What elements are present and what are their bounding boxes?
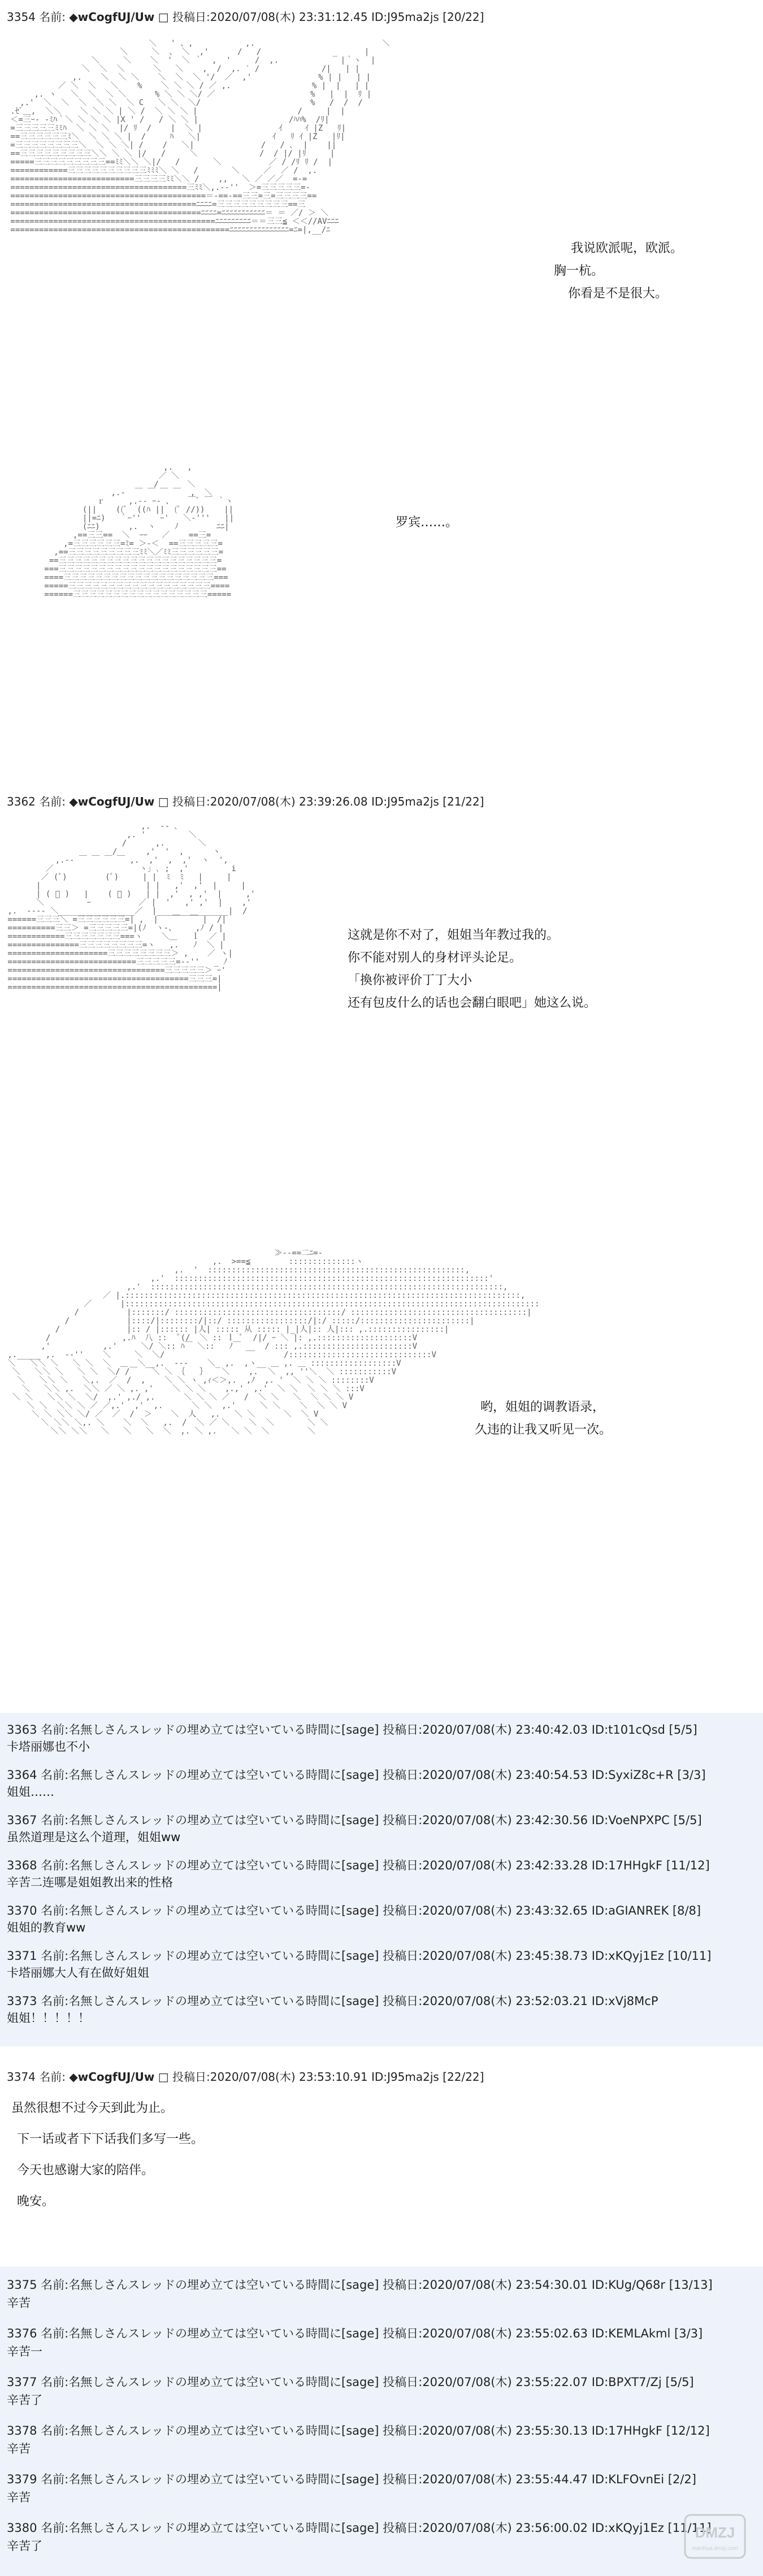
dialog-line: 我说欧派呢，欧派。 bbox=[571, 241, 683, 256]
reply-name: 名無しさんスレッドの埋め立ては空いている時間に bbox=[68, 2375, 342, 2389]
reply-mail: [sage] bbox=[341, 2327, 379, 2340]
date-label: 投稿日: bbox=[172, 2070, 210, 2084]
reply-header bbox=[7, 1947, 711, 1964]
ascii-art-cloaked-man: ≫‐-==二ﾆ=- ,. >==≦ ::::::::::::::ヽ ,. ' ::::::::::::::::::::::::::::::::::::::::::::::::::::::, ,.' ::::::::::::::::::::::::::::::::::::::::::::::::::::::::::::::::::' ,.' ::::::::::::::::::::::::::::::::::::::::::::::::::::::::::::::::::::::::::, ／ |.:::::::::::::::::::::::::::::::::::::::::::::::::::::::::::::::::::::::::::::::::::, ／ |::::::::::::::::::::::::::::::::::::::::::::::::::::::::::::::::::::::::::::::::::::::: / |:::::::/ :::::::::::::::::::::::::::::::::::/ :::::::::::::::::::::::::::::::::::::| / |::::/|::::::::/|::/ :::::::::::::::::/|:/ :::::/:::::::::::::::::::::::| / |:: / |:::::: |人| ::::: 从 ::::: |_|人|:: 人|::: ,.::::::::::::::::| / ,.ﾊ 八 :: ﾟ(/ ＼ :: ｌ ﾟ /|/ ｰ ＼ |: ,.::::::::::::::::::::V ,' ,.' ＼/ ＼:: ﾊ￣ ＼:: ﾉ￣ __ / ::: ,.:::::::::::::::::::::::V ,._____ ,. -‐'' ＼ ＼ ＼/ /::::::::::::::::::::::::::::::V ＼ ＼＼ ＼ ＼ ＼ ＼ ＿ ＼__,. --- ＼_ ,. ,ヽ__ ＿ ,. ＿ ::::::::::::::::::V ＼ ＼＼ ＼ ＼ ＼ ＼/ /￣ ＼ ＼ ｛ ｝ ＼ ,. ＼ ,, ''＼ ＼ :::::::::::V ＼ ＼＼ ＼ ＼,. ／ / , ＼ ＼ ヽ ,ｨ＜＞,. ,ﾉ ,. ' ＼ ＼ ＼ ::::::::V ＼ ＼＼ ,. ＼＼ ／ ＼ ,. ,' ＼ ＼ ＼ ,.,' ,.' ＼ ＼ ＼ ＼ ＼ :::V ＼ ＼ ＼＼ ＼ ＼/ ,.' ,./ ,. ＼ ＼ ＼ ／ / ＼ ＼ ＼ ＼ ＼ ＼ V ＼ ＼ ＼＼ ＼ ／ ／,.' ,' ,. ＼ ＼ ,.' ＼ ＼ ＼ ＼ ＼ V ＼ ＼ ＼＼ ＼/ ／ ／ / ＞ ＼ 人 ,. ＼ ＼ ＼ ＼ V ＼ ＼＼ ＼,. ＼ ＼ ＼ ,. / ＼ ／ ＼ ＼ ＼ ＼ ＼ ＼＼ ＼＼ ＼ ＼ ＼ ＼ ,. ＼ ,. ＼ ＼ ＼ ＼ bbox=[7, 1249, 540, 1436]
reply-header bbox=[7, 1902, 701, 1919]
reply-name: 名無しさんスレッドの埋め立ては空いている時間に bbox=[68, 2521, 342, 2535]
reply-number: 3375 bbox=[7, 2278, 37, 2292]
post-line: 虽然很想不过今天到此为止。 bbox=[11, 2101, 174, 2115]
reply-body: 卡塔丽娜大人有在做好姐姐 bbox=[7, 1966, 149, 1980]
name-label: 名前: bbox=[41, 2327, 69, 2340]
reply-header bbox=[7, 1766, 706, 1783]
reply-number: 3368 bbox=[7, 1859, 37, 1872]
dialog-line: 还有包皮什么的话也会翻白眼吧」她这么说。 bbox=[348, 996, 597, 1010]
reply-number: 3377 bbox=[7, 2375, 37, 2389]
post-number: 3354 bbox=[7, 10, 36, 24]
reply-id[interactable]: ID:17HHgkF bbox=[591, 1859, 663, 1872]
reply-count: [8/8] bbox=[672, 1904, 701, 1917]
ascii-art-mountain: ＼ ' 、, ,. ＼ ＼ ＼ 、 ＼ ,' / / _ | ＼ ＼ ＼ ' ＼ ｀ , ' / ,. |｀ヽ | ＼ ＼ ＼ ＼ ＼ , / ,. ′ / /| | | ,. ＼ ＼ ＼ ＼ ＼ ＼ '/ ／ ,' % | | | | ／ ＼ ＼ ＼ % ＼ ＼ ＼ / ／ ,. % | | | | ,. ヽ ＼ ＼ ＼ ＼ % ＼ ＼ ＼/ ／ % | | ﾘ | ,.' ＼ ＼ ＼ ＼ ＼ ＼ C ＼ ＼ ＼/ % / / / .ｾﾞ＿, ＼＼ ＼ ＼ ＼ | ＼ / ＼ ＼ ＼ | / | | ＜=三ｰ- ‐ﾐﾊ｀＼ ＼ ＼ ＼ |X ' / / ＼ ＼ | /ﾊﾊ% /ﾘ| =三三三三三ﾐﾐﾊ ＼ ＼ ＼ |/ ﾘ / | ＼ | ｲ ｲ |Z ﾘ| ==三三三三三三ﾐ＼ ＼ ＼ ＼ | / ﾊ ＼| ｲ ﾘ ｲ |Z |ﾘ| =三三三三三三三三＼ ＼ ＼ ＼| / / ＼| / / ､ | || ==三三三三三三三三三＼＼ ＼ ＼ |/ / ＼ / / |/ |ﾘ | =====三三三三三三三三三==ﾐﾐ＼＼ ＼|/ / ＼ ／ / /ﾘ ﾘ / | ============三三三三三三三三三三ﾐﾐﾐ＼ ＼ / ＼ ／ ／ / ,. ==========================三三三三ﾐﾐ＼＼ / ,, ＼ ／ ／／ =-= =====================================三ﾐﾐ＼,.-‐'' ＞=三三三三三=- =========================================＝-==-==三三=三=三三三三== =======================================ﾆﾆﾆﾆ=三三三三三三三三三==三 ========================================ﾆﾆﾆﾆ=ﾆﾆﾆﾆﾆﾆﾆﾆﾆﾆﾆ＝ ＝ ／/ ＞ ＼ ===========================================ﾆﾆﾆﾆﾆﾆﾆﾆﾆ＝＝三三≦ ＜＜//AVﾆﾆﾆ ==============================================ﾆﾆﾆﾆﾆﾆﾆﾆﾆﾆﾆﾆﾆﾆﾆ=ﾆ=|,__/ﾆ bbox=[10, 40, 390, 235]
reply-date: 2020/07/08(木) 23:52:03.21 bbox=[422, 1994, 588, 2008]
date-label: 投稿日: bbox=[383, 2327, 423, 2340]
reply-3378 bbox=[0, 2419, 763, 2467]
reply-mail: [sage] bbox=[341, 1768, 379, 1782]
dialog-line: 哟，姐姐的调教语录， bbox=[480, 1400, 605, 1414]
reply-body: 姐姐！！！！！ bbox=[7, 2011, 90, 2025]
reply-name: 名無しさんスレッドの埋め立ては空いている時間に bbox=[68, 1994, 342, 2008]
reply-id[interactable]: ID:aGIANREK bbox=[591, 1904, 669, 1917]
reply-body: 辛苦了 bbox=[7, 2539, 42, 2553]
date-label: 投稿日: bbox=[383, 1904, 423, 1917]
reply-id[interactable]: ID:xVj8McP bbox=[591, 1994, 658, 2008]
post-3354 bbox=[0, 0, 763, 786]
reply-number: 3363 bbox=[7, 1723, 37, 1737]
reply-name: 名無しさんスレッドの埋め立ては空いている時間に bbox=[68, 1904, 342, 1917]
reply-count: [10/11] bbox=[667, 1949, 712, 1963]
reply-body: 辛苦一 bbox=[7, 2345, 42, 2358]
name-label: 名前: bbox=[41, 1994, 69, 2008]
reply-count: [3/3] bbox=[674, 2327, 703, 2340]
watermark-domain: manhua.dmzj.com bbox=[692, 2545, 738, 2552]
name-label: 名前: bbox=[41, 2473, 69, 2486]
reply-body: 辛苦 bbox=[7, 2296, 31, 2310]
reply-mail: [sage] bbox=[341, 2278, 379, 2292]
reply-number: 3380 bbox=[7, 2521, 37, 2535]
reply-id[interactable]: ID:KEMLAkml bbox=[591, 2327, 671, 2340]
reply-mail: [sage] bbox=[341, 2375, 379, 2389]
reply-id[interactable]: ID:KLFOvnEi bbox=[591, 2473, 665, 2486]
author-name[interactable]: ◆wCogfUJ/Uw bbox=[69, 2070, 155, 2084]
reply-header bbox=[7, 2519, 711, 2536]
name-label: 名前: bbox=[41, 1768, 69, 1782]
reply-date: 2020/07/08(木) 23:55:02.63 bbox=[422, 2327, 588, 2340]
name-label: 名前: bbox=[39, 795, 66, 808]
reply-name: 名無しさんスレッドの埋め立ては空いている時間に bbox=[68, 2424, 342, 2438]
reply-id[interactable]: ID:17HHgkF bbox=[591, 2424, 663, 2438]
post-date: 2020/07/08(木) 23:31:12.45 bbox=[210, 10, 368, 24]
name-label: 名前: bbox=[41, 1904, 69, 1917]
reply-mail: [sage] bbox=[341, 1904, 379, 1917]
reply-number: 3379 bbox=[7, 2473, 37, 2486]
reply-count: [11/11] bbox=[667, 2521, 712, 2535]
reply-3375 bbox=[0, 2274, 763, 2321]
name-label: 名前: bbox=[41, 2375, 69, 2389]
name-label: 名前: bbox=[41, 2521, 69, 2535]
reply-id[interactable]: ID:SyxiZ8c+R bbox=[591, 1768, 674, 1782]
mail-icon: □ bbox=[158, 10, 169, 24]
reply-header bbox=[7, 1811, 702, 1828]
reply-number: 3367 bbox=[7, 1813, 37, 1827]
reply-header bbox=[7, 2373, 694, 2390]
reply-3377 bbox=[0, 2371, 763, 2418]
reply-mail: [sage] bbox=[341, 2521, 379, 2535]
date-label: 投稿日: bbox=[383, 2278, 423, 2292]
reply-name: 名無しさんスレッドの埋め立ては空いている時間に bbox=[68, 2473, 342, 2486]
reply-number: 3378 bbox=[7, 2424, 37, 2438]
date-label: 投稿日: bbox=[383, 2375, 423, 2389]
author-name[interactable]: ◆wCogfUJ/Uw bbox=[69, 795, 155, 808]
dialog-block bbox=[475, 1396, 612, 1441]
reply-id[interactable]: ID:t101cQsd bbox=[591, 1723, 665, 1737]
date-label: 投稿日: bbox=[172, 795, 210, 808]
reply-date: 2020/07/08(木) 23:55:30.13 bbox=[422, 2424, 588, 2438]
author-name[interactable]: ◆wCogfUJ/Uw bbox=[69, 10, 155, 24]
reply-count: [3/3] bbox=[677, 1768, 706, 1782]
reply-date: 2020/07/08(木) 23:55:22.07 bbox=[422, 2375, 588, 2389]
dialog-line: 你不能对别人的身材评头论足。 bbox=[348, 951, 522, 965]
reply-body: 卡塔丽娜也不小 bbox=[7, 1740, 90, 1754]
dialog-line: 罗宾……。 bbox=[396, 516, 458, 530]
reply-mail: [sage] bbox=[341, 1813, 379, 1827]
reply-count: [12/12] bbox=[666, 2424, 710, 2438]
dialog-line: 胸一杭。 bbox=[554, 264, 604, 278]
reply-mail: [sage] bbox=[341, 1994, 379, 2008]
post-3362 bbox=[0, 786, 763, 1713]
reply-name: 名無しさんスレッドの埋め立ては空いている時間に bbox=[68, 1859, 342, 1872]
reply-header bbox=[7, 2470, 696, 2487]
dialog-block bbox=[348, 924, 596, 1015]
dialog-block bbox=[554, 237, 683, 305]
reply-3368 bbox=[0, 1854, 763, 1898]
post-header bbox=[7, 8, 484, 24]
reply-count: [5/5] bbox=[669, 1723, 697, 1737]
date-label: 投稿日: bbox=[383, 1949, 423, 1963]
name-label: 名前: bbox=[39, 10, 66, 24]
reply-date: 2020/07/08(木) 23:40:42.03 bbox=[422, 1723, 588, 1737]
reply-count: [5/5] bbox=[673, 1813, 702, 1827]
reply-number: 3376 bbox=[7, 2327, 37, 2340]
date-label: 投稿日: bbox=[383, 2424, 423, 2438]
reply-name: 名無しさんスレッドの埋め立ては空いている時間に bbox=[68, 2327, 342, 2340]
reply-3364 bbox=[0, 1764, 763, 1808]
reply-header bbox=[7, 2422, 710, 2439]
reply-id[interactable]: ID:xKQyj1Ez bbox=[591, 1949, 664, 1963]
reply-header bbox=[7, 1856, 710, 1873]
reply-date: 2020/07/08(木) 23:43:32.65 bbox=[422, 1904, 588, 1917]
reply-count: [13/13] bbox=[669, 2278, 713, 2292]
reply-3363 bbox=[0, 1718, 763, 1763]
reply-number: 3371 bbox=[7, 1949, 37, 1963]
reply-body: 辛苦 bbox=[7, 2491, 31, 2504]
name-label: 名前: bbox=[41, 1859, 69, 1872]
reply-number: 3364 bbox=[7, 1768, 37, 1782]
date-label: 投稿日: bbox=[383, 2521, 423, 2535]
reply-name: 名無しさんスレッドの埋め立ては空いている時間に bbox=[68, 1723, 342, 1737]
dialog-line: 久违的让我又听见一次。 bbox=[475, 1423, 612, 1437]
reply-number: 3370 bbox=[7, 1904, 37, 1917]
name-label: 名前: bbox=[41, 1949, 69, 1963]
reply-id[interactable]: ID:KUg/Q68r bbox=[591, 2278, 666, 2292]
post-date: 2020/07/08(木) 23:53:10.91 bbox=[210, 2070, 368, 2084]
post-3374 bbox=[0, 2046, 763, 2267]
post-line: 今天也感谢大家的陪伴。 bbox=[17, 2163, 154, 2177]
post-count: [21/22] bbox=[443, 795, 484, 808]
replies-block-b bbox=[0, 2267, 763, 2576]
reply-header bbox=[7, 1721, 697, 1738]
reply-body: 虽然道理是这么个道理，姐姐ww bbox=[7, 1830, 181, 1844]
post-number: 3374 bbox=[7, 2070, 36, 2084]
name-label: 名前: bbox=[41, 2278, 69, 2292]
name-label: 名前: bbox=[41, 2424, 69, 2438]
watermark-logo bbox=[684, 2514, 746, 2559]
reply-mail: [sage] bbox=[341, 1723, 379, 1737]
mail-icon: □ bbox=[158, 795, 169, 808]
mail-icon: □ bbox=[158, 2070, 169, 2084]
date-label: 投稿日: bbox=[383, 2473, 423, 2486]
post-line: 晚安。 bbox=[17, 2194, 55, 2209]
reply-body: 姐姐的教育ww bbox=[7, 1921, 86, 1934]
date-label: 投稿日: bbox=[172, 10, 210, 24]
reply-date: 2020/07/08(木) 23:42:30.56 bbox=[422, 1813, 588, 1827]
reply-name: 名無しさんスレッドの埋め立ては空いている時間に bbox=[68, 1768, 342, 1782]
reply-mail: [sage] bbox=[341, 2424, 379, 2438]
post-id[interactable]: ID:J95ma2js bbox=[371, 795, 439, 808]
post-number: 3362 bbox=[7, 795, 36, 808]
reply-3380 bbox=[0, 2517, 763, 2564]
reply-name: 名無しさんスレッドの埋め立ては空いている時間に bbox=[68, 2278, 342, 2292]
reply-id[interactable]: ID:VoeNPXPC bbox=[591, 1813, 670, 1827]
date-label: 投稿日: bbox=[383, 1723, 423, 1737]
reply-body: 辛苦了 bbox=[7, 2393, 42, 2407]
date-label: 投稿日: bbox=[383, 1813, 423, 1827]
post-header bbox=[7, 2068, 484, 2084]
reply-count: [11/12] bbox=[666, 1859, 710, 1872]
reply-name: 名無しさんスレッドの埋め立ては空いている時間に bbox=[68, 1813, 342, 1827]
reply-3370 bbox=[0, 1899, 763, 1943]
reply-date: 2020/07/08(木) 23:42:33.28 bbox=[422, 1859, 588, 1872]
post-count: [20/22] bbox=[443, 10, 484, 24]
reply-mail: [sage] bbox=[341, 1859, 379, 1872]
reply-header bbox=[7, 1992, 658, 2009]
dialog-line: 「換你被评价丁丁大小 bbox=[348, 973, 472, 988]
dialog-line: 你看是不是很大。 bbox=[568, 287, 668, 301]
reply-3373 bbox=[0, 1990, 763, 2034]
watermark-text: DMZJ bbox=[695, 2524, 735, 2541]
date-label: 投稿日: bbox=[383, 1994, 423, 2008]
reply-mail: [sage] bbox=[341, 2473, 379, 2486]
ascii-art-girl: ,. -‐ ､ ,. ' ＼ / ,. ＼ / ,' ' , ヽ ,.-‐ ￣ ￣ ￣ ￣ ,. ,' , ,' ヽ ', ／ ヽ｣ ､ ; ,' i ／ (ﾟ) (ﾟ) | | ﾐ ﾐ | | | | | ,' ,' | | | ( ﾟ ) | ( ﾟ ) | | ,' , ,' | ,' ＼ ｰ ／ | ' ,' ,' | ,' ,. ---- ＼________________／ |_______________| / ======三三三＼ =三三三三三三=| , | ￣ ￣ | /| ==========三三＞ =三三三三三=|(ﾉ ヽ-、 ,ﾉ / | ============三三三三三三三===ヽ ＼＿ ｌ ／ | ===============三三三三三三三三=ヽ ,. ﾉ ＼ | =====================三三三三三三三三＞ , ／ ヽ| ===========================三三三三三=-‐'' _ ﾉ =================================三三三三三＞ ｰ' ======================================三三三=| ============================================| bbox=[7, 822, 255, 992]
name-label: 名前: bbox=[41, 1813, 69, 1827]
post-count: [22/22] bbox=[443, 2070, 484, 2084]
reply-date: 2020/07/08(木) 23:55:44.47 bbox=[422, 2473, 588, 2486]
reply-name: 名無しさんスレッドの埋め立ては空いている時間に bbox=[68, 1949, 342, 1963]
date-label: 投稿日: bbox=[383, 1768, 423, 1782]
name-label: 名前: bbox=[39, 2070, 66, 2084]
reply-3371 bbox=[0, 1945, 763, 1989]
ascii-art-hooded-figure: ,. , ／ ＼ / ＼ ,.- ￣ ￣ ￣ ￣ , ＼ ｒ ,.-‐ ｰ- 、 ￣ﾞ ￣ ｀ヽ (|| ((ﾞ ((ﾊ || (ﾟ //)) || ||=ﾆ) ｀ｰ'' ｰ' ＼‐''' || (ﾆﾆ) ,. ヽ ﾉ ﾆﾆ| ,==三三== ＼ ｰｰ ／ ==三= ,=三三三三三三=ﾐ= ＞-＜ ==三三三三三= ,==三三三三三三三三三ﾐﾐ＼／ﾐﾐ三三三三三三= ==三三三三三三三三三三三三三三三三三三三三= ===三三三三三三三三三三三三三三三三三三三三== ====三三三三三三三三三三三三三三三三三三三=== =====三三三三三三三三三三三三三三三三三三==== ======三三三三三三三三三三三三三三三三三===== bbox=[44, 464, 235, 599]
reply-date: 2020/07/08(木) 23:56:00.02 bbox=[422, 2521, 588, 2535]
replies-block-a bbox=[0, 1713, 763, 2046]
reply-header bbox=[7, 2324, 703, 2341]
reply-body: 辛苦 bbox=[7, 2442, 31, 2456]
date-label: 投稿日: bbox=[383, 1859, 423, 1872]
reply-3379 bbox=[0, 2468, 763, 2516]
reply-count: [2/2] bbox=[667, 2473, 696, 2486]
reply-count: [5/5] bbox=[665, 2375, 694, 2389]
post-line: 下一话或者下下话我们多写一些。 bbox=[17, 2132, 204, 2146]
dialog-line: 这就是你不对了，姐姐当年教过我的。 bbox=[348, 928, 560, 942]
reply-3376 bbox=[0, 2322, 763, 2370]
name-label: 名前: bbox=[41, 1723, 69, 1737]
reply-header bbox=[7, 2276, 713, 2293]
dialog-block bbox=[396, 512, 458, 534]
post-id[interactable]: ID:J95ma2js bbox=[371, 2070, 439, 2084]
reply-3367 bbox=[0, 1809, 763, 1853]
reply-id[interactable]: ID:BPXT7/Zj bbox=[591, 2375, 662, 2389]
reply-mail: [sage] bbox=[341, 1949, 379, 1963]
post-id[interactable]: ID:J95ma2js bbox=[371, 10, 439, 24]
reply-id[interactable]: ID:xKQyj1Ez bbox=[591, 2521, 664, 2535]
reply-date: 2020/07/08(木) 23:45:38.73 bbox=[422, 1949, 588, 1963]
post-header bbox=[7, 793, 484, 809]
reply-number: 3373 bbox=[7, 1994, 37, 2008]
reply-body: 辛苦二连哪是姐姐教出来的性格 bbox=[7, 1876, 173, 1889]
dmzj-logo-icon bbox=[684, 2514, 746, 2559]
reply-date: 2020/07/08(木) 23:54:30.01 bbox=[422, 2278, 588, 2292]
post-date: 2020/07/08(木) 23:39:26.08 bbox=[210, 795, 368, 808]
reply-date: 2020/07/08(木) 23:40:54.53 bbox=[422, 1768, 588, 1782]
reply-body: 姐姐…… bbox=[7, 1785, 54, 1799]
